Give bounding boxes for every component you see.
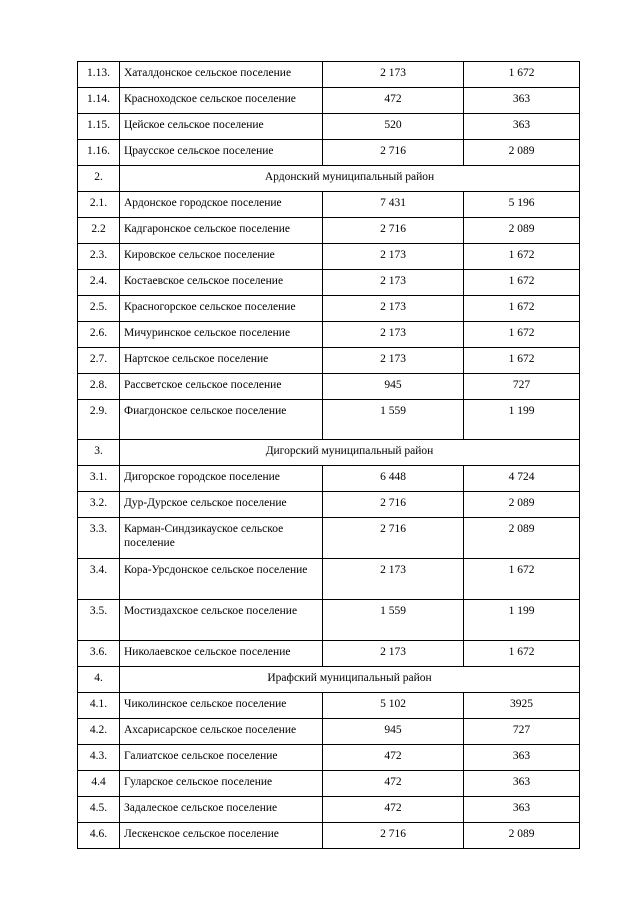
value-1: 2 716: [323, 218, 464, 244]
row-number: 4.: [78, 667, 120, 693]
row-number: 2.5.: [78, 296, 120, 322]
value-2: 1 672: [464, 296, 580, 322]
table-row: [78, 322, 580, 348]
value-1: 2 173: [323, 296, 464, 322]
settlement-name: Дигорское городское поселение: [120, 466, 323, 492]
row-number: 1.16.: [78, 140, 120, 166]
table-row: [78, 140, 580, 166]
row-number: 3.: [78, 440, 120, 466]
table-row: [78, 466, 580, 492]
value-2: 4 724: [464, 466, 580, 492]
value-1: 945: [323, 719, 464, 745]
row-number: 4.5.: [78, 797, 120, 823]
row-number: 1.15.: [78, 114, 120, 140]
value-2: 5 196: [464, 192, 580, 218]
table-row: [78, 600, 580, 641]
value-2: 1 672: [464, 244, 580, 270]
table-body: [78, 62, 580, 849]
table-row: [78, 745, 580, 771]
value-1: 472: [323, 771, 464, 797]
value-2: 727: [464, 719, 580, 745]
settlement-name: Мостиздахское сельское поселение: [120, 600, 323, 641]
value-1: 472: [323, 745, 464, 771]
value-2: 2 089: [464, 518, 580, 559]
row-number: 2.9.: [78, 400, 120, 440]
settlement-name: Чиколинское сельское поселение: [120, 693, 323, 719]
value-2: 363: [464, 797, 580, 823]
value-2: 363: [464, 771, 580, 797]
value-1: 2 716: [323, 518, 464, 559]
value-1: 2 173: [323, 62, 464, 88]
value-2: 363: [464, 745, 580, 771]
table-row: [78, 62, 580, 88]
settlement-name: Галиатское сельское поселение: [120, 745, 323, 771]
value-2: 1 672: [464, 641, 580, 667]
row-number: 4.1.: [78, 693, 120, 719]
row-number: 4.6.: [78, 823, 120, 849]
value-1: 2 716: [323, 492, 464, 518]
table-row: [78, 641, 580, 667]
value-1: 2 173: [323, 348, 464, 374]
row-number: 3.6.: [78, 641, 120, 667]
district-name: Ардонский муниципальный район: [120, 166, 580, 192]
value-2: 727: [464, 374, 580, 400]
value-2: 1 672: [464, 322, 580, 348]
row-number: 1.13.: [78, 62, 120, 88]
settlement-name: Красноходское сельское поселение: [120, 88, 323, 114]
district-row: [78, 667, 580, 693]
row-number: 2.: [78, 166, 120, 192]
settlement-name: Николаевское сельское поселение: [120, 641, 323, 667]
settlement-name: Кадгаронское сельское поселение: [120, 218, 323, 244]
row-number: 4.3.: [78, 745, 120, 771]
row-number: 3.2.: [78, 492, 120, 518]
settlement-name: Ардонское городское поселение: [120, 192, 323, 218]
district-row: [78, 166, 580, 192]
settlement-name: Кировское сельское поселение: [120, 244, 323, 270]
row-number: 2.4.: [78, 270, 120, 296]
value-1: 2 173: [323, 641, 464, 667]
table-row: [78, 218, 580, 244]
value-1: 2 173: [323, 322, 464, 348]
value-2: 1 672: [464, 348, 580, 374]
value-2: 2 089: [464, 218, 580, 244]
settlement-name: Костаевское сельское поселение: [120, 270, 323, 296]
settlement-name: Гуларское сельское поселение: [120, 771, 323, 797]
table-row: [78, 518, 580, 559]
value-1: 5 102: [323, 693, 464, 719]
value-2: 2 089: [464, 492, 580, 518]
value-1: 2 173: [323, 244, 464, 270]
row-number: 2.1.: [78, 192, 120, 218]
settlement-name: Фиагдонское сельское поселение: [120, 400, 323, 440]
value-1: 2 716: [323, 823, 464, 849]
settlement-name: Карман-Синдзикауское сельское поселение: [120, 518, 323, 559]
row-number: 3.5.: [78, 600, 120, 641]
settlement-name: Красногорское сельское поселение: [120, 296, 323, 322]
row-number: 2.6.: [78, 322, 120, 348]
value-2: 2 089: [464, 823, 580, 849]
value-2: 363: [464, 114, 580, 140]
settlements-table: [77, 61, 580, 849]
row-number: 2.2: [78, 218, 120, 244]
value-2: 1 672: [464, 270, 580, 296]
value-1: 1 559: [323, 400, 464, 440]
settlement-name: Лескенское сельское поселение: [120, 823, 323, 849]
settlement-name: Кора-Урсдонское сельское поселение: [120, 559, 323, 600]
value-2: 2 089: [464, 140, 580, 166]
value-2: 1 199: [464, 600, 580, 641]
district-row: [78, 440, 580, 466]
table-row: [78, 823, 580, 849]
value-1: 472: [323, 88, 464, 114]
table-row: [78, 192, 580, 218]
district-name: Дигорский муниципальный район: [120, 440, 580, 466]
value-2: 1 672: [464, 62, 580, 88]
value-2: 3925: [464, 693, 580, 719]
table-row: [78, 693, 580, 719]
table-row: [78, 114, 580, 140]
row-number: 2.3.: [78, 244, 120, 270]
table-row: [78, 771, 580, 797]
settlement-name: Хаталдонское сельское поселение: [120, 62, 323, 88]
table-row: [78, 719, 580, 745]
row-number: 4.2.: [78, 719, 120, 745]
table-row: [78, 296, 580, 322]
value-1: 945: [323, 374, 464, 400]
settlement-name: Нартское сельское поселение: [120, 348, 323, 374]
settlement-name: Цейское сельское поселение: [120, 114, 323, 140]
settlement-name: Мичуринское сельское поселение: [120, 322, 323, 348]
row-number: 3.3.: [78, 518, 120, 559]
table-row: [78, 492, 580, 518]
value-2: 1 199: [464, 400, 580, 440]
settlement-name: Цраусское сельское поселение: [120, 140, 323, 166]
value-1: 520: [323, 114, 464, 140]
row-number: 4.4: [78, 771, 120, 797]
table-row: [78, 374, 580, 400]
value-2: 1 672: [464, 559, 580, 600]
value-1: 1 559: [323, 600, 464, 641]
value-2: 363: [464, 88, 580, 114]
settlement-name: Ахсарисарское сельское поселение: [120, 719, 323, 745]
table-row: [78, 244, 580, 270]
table-row: [78, 270, 580, 296]
settlement-name: Рассветское сельское поселение: [120, 374, 323, 400]
row-number: 3.4.: [78, 559, 120, 600]
value-1: 6 448: [323, 466, 464, 492]
table-row: [78, 559, 580, 600]
value-1: 472: [323, 797, 464, 823]
table-row: [78, 348, 580, 374]
settlement-name: Задалеское сельское поселение: [120, 797, 323, 823]
table-row: [78, 797, 580, 823]
table-row: [78, 88, 580, 114]
value-1: 7 431: [323, 192, 464, 218]
settlement-name: Дур-Дурское сельское поселение: [120, 492, 323, 518]
value-1: 2 173: [323, 270, 464, 296]
value-1: 2 716: [323, 140, 464, 166]
district-name: Ирафский муниципальный район: [120, 667, 580, 693]
value-1: 2 173: [323, 559, 464, 600]
table-row: [78, 400, 580, 440]
row-number: 2.8.: [78, 374, 120, 400]
row-number: 1.14.: [78, 88, 120, 114]
row-number: 3.1.: [78, 466, 120, 492]
row-number: 2.7.: [78, 348, 120, 374]
